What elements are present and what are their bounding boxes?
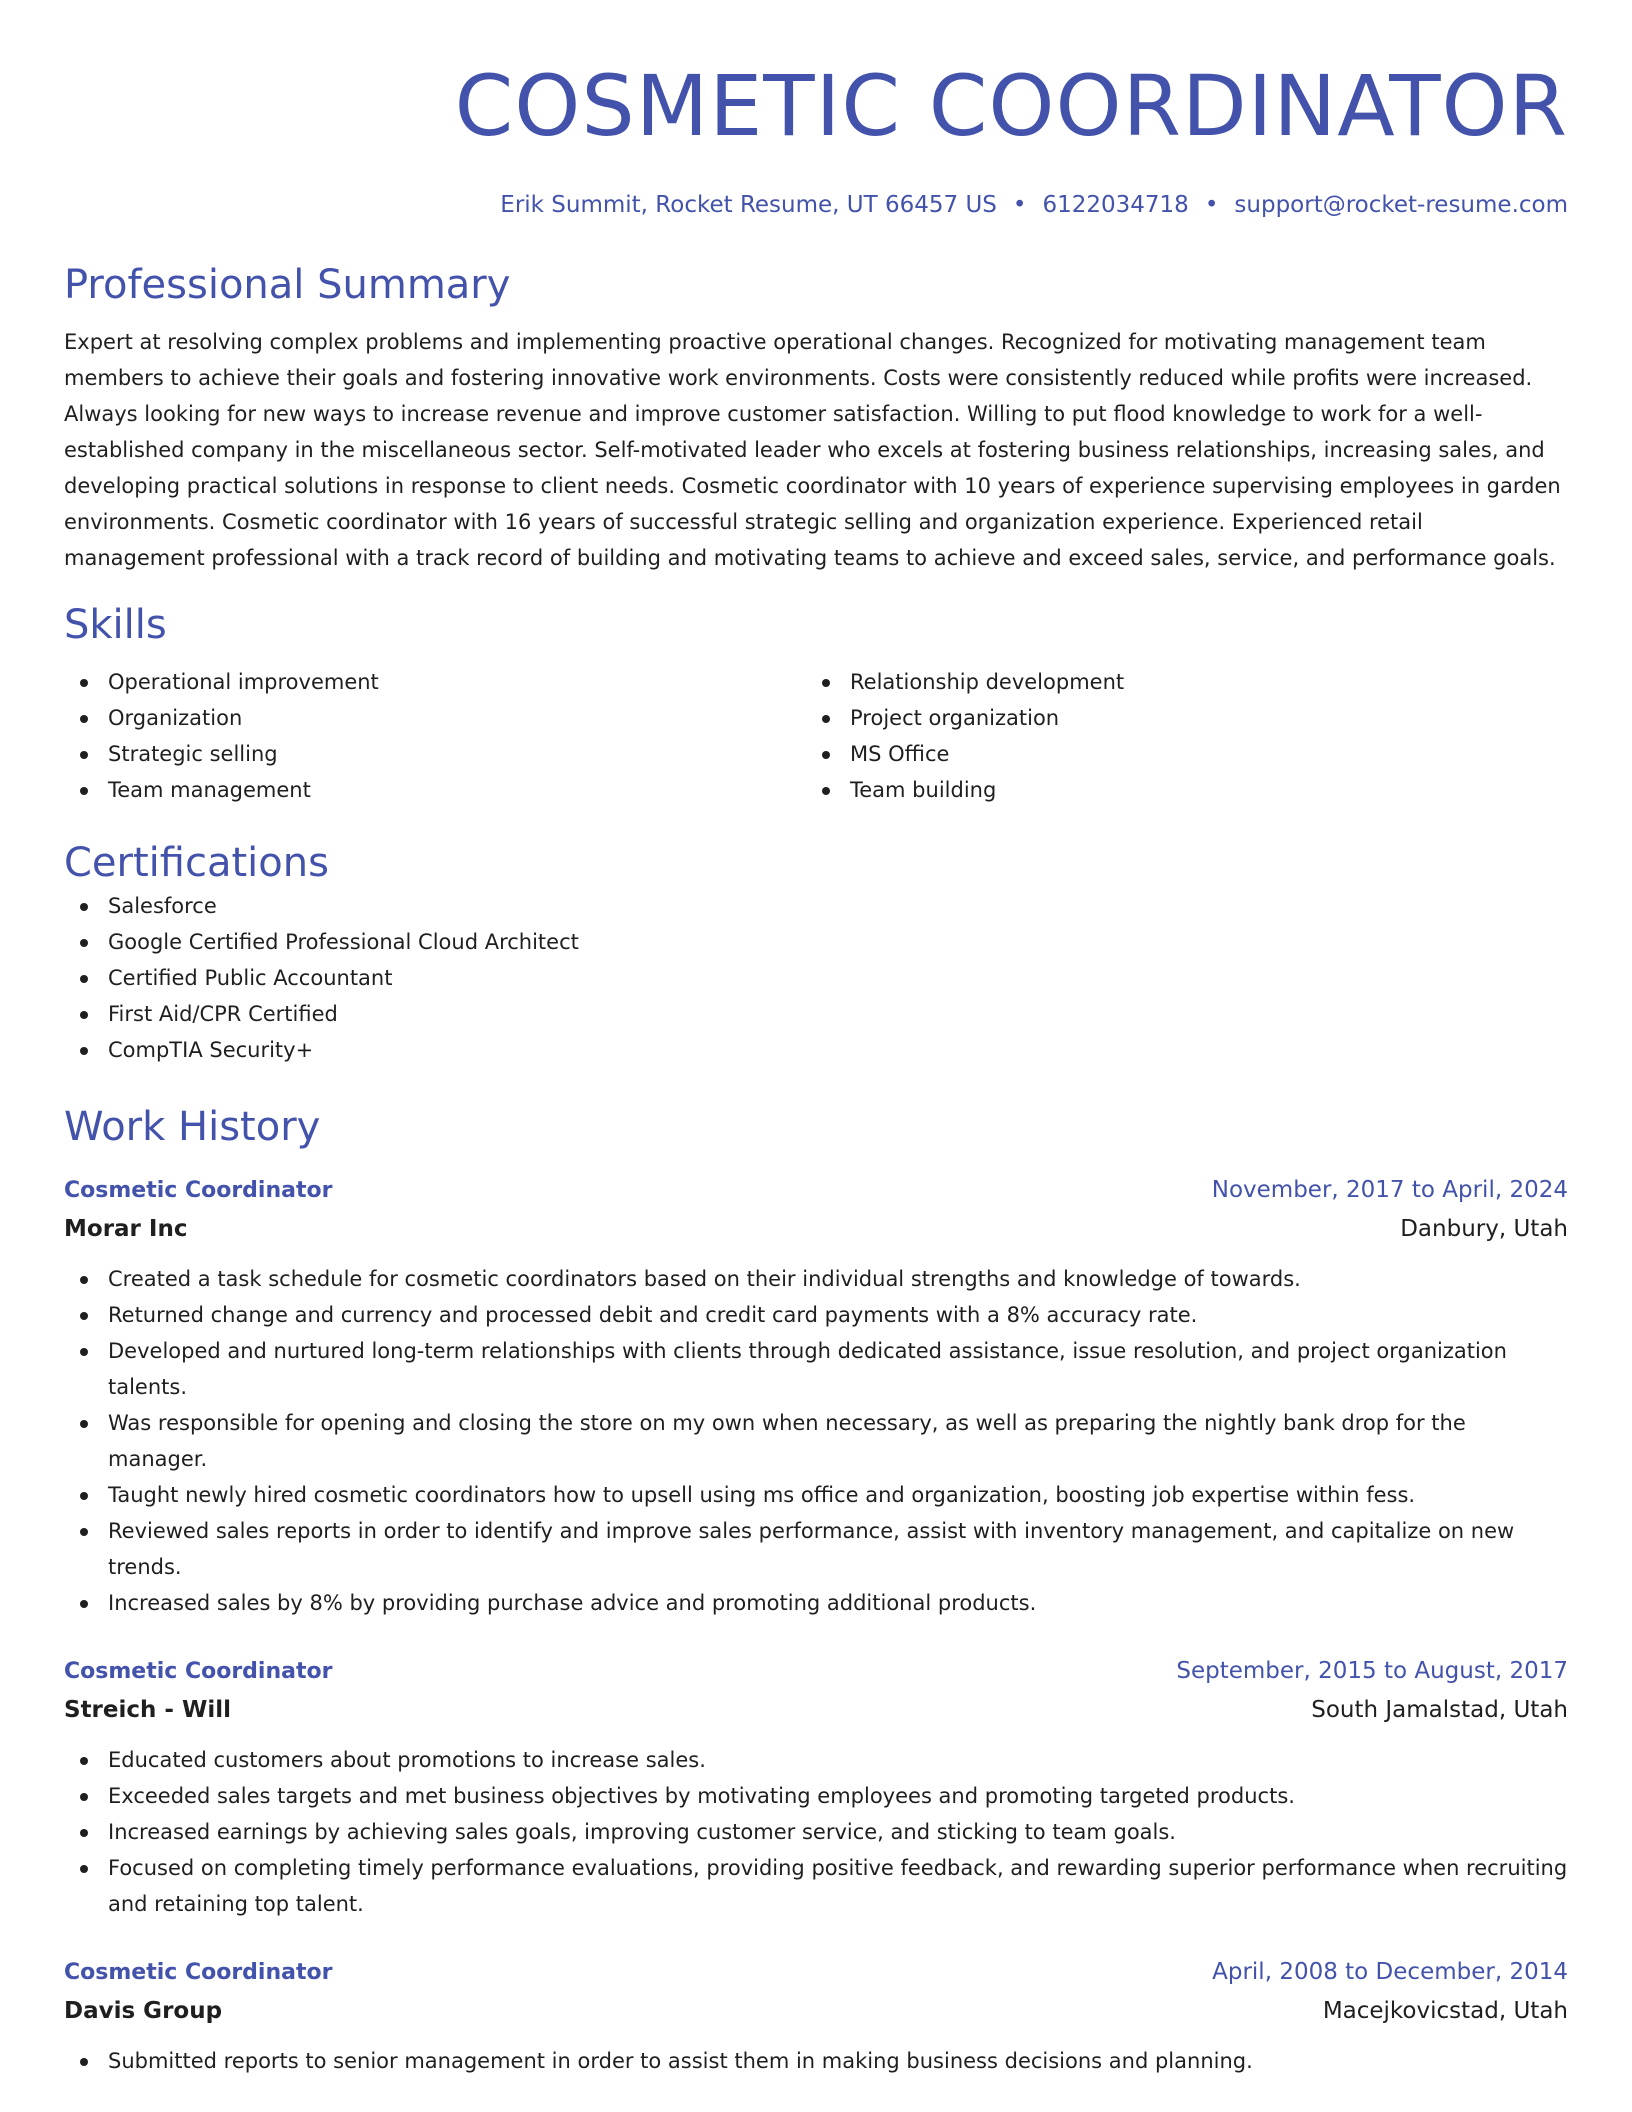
contact-separator: • — [1012, 192, 1027, 218]
certification-item: First Aid/CPR Certified — [64, 996, 1568, 1032]
job-company: Davis Group — [64, 1998, 223, 2024]
job-location: Danbury, Utah — [1400, 1216, 1568, 1242]
job-subheader — [64, 1991, 1568, 2031]
skills-column-right — [806, 664, 1548, 808]
job-title: Cosmetic Coordinator — [64, 1659, 333, 1684]
certification-item: Google Certified Professional Cloud Architect — [64, 924, 1568, 960]
job-duty: Reviewed sales reports in order to identify and improve sales performance, assist with inventory management, and capitalize on new trends. — [64, 1513, 1568, 1585]
job-duty: Focused on completing timely performance evaluations, providing positive feedback, and rewarding superior performance when recruiting and retaining top talent. — [64, 1850, 1568, 1922]
job-company: Streich - Will — [64, 1697, 231, 1723]
work-history-heading: Work History — [64, 1104, 321, 1150]
job-dates: April, 2008 to December, 2014 — [1212, 1959, 1568, 1985]
job-entry — [64, 1172, 1568, 1621]
job-duty: Taught newly hired cosmetic coordinators how to upsell using ms office and organization, boosting job expertise within fess. — [64, 1477, 1568, 1513]
skills-heading: Skills — [64, 602, 167, 648]
certifications-list — [64, 888, 1568, 1068]
contact-phone[interactable]: 6122034718 — [1042, 192, 1189, 218]
skill-item: MS Office — [806, 736, 1548, 772]
job-location: Macejkovicstad, Utah — [1322, 1998, 1568, 2024]
contact-email[interactable]: support@rocket-resume.com — [1234, 192, 1568, 218]
summary-section — [64, 260, 1568, 576]
work-history-section — [64, 1102, 1568, 2079]
job-duty: Increased earnings by achieving sales goals, improving customer service, and sticking to team goals. — [64, 1814, 1568, 1850]
skills-grid — [64, 664, 1568, 808]
certification-item: Certified Public Accountant — [64, 960, 1568, 996]
job-duties-list — [64, 2043, 1568, 2079]
job-subheader — [64, 1690, 1568, 1730]
certifications-heading: Certifications — [64, 840, 329, 886]
job-duty: Developed and nurtured long-term relationships with clients through dedicated assistance, issue resolution, and project organization talents. — [64, 1333, 1568, 1405]
skill-item: Project organization — [806, 700, 1548, 736]
skills-column-left — [64, 664, 806, 808]
job-duty: Returned change and currency and processed debit and credit card payments with a 8% accuracy rate. — [64, 1297, 1568, 1333]
skills-section — [64, 600, 1568, 808]
job-company: Morar Inc — [64, 1216, 188, 1242]
job-header — [64, 1954, 1568, 1991]
skill-item: Strategic selling — [64, 736, 806, 772]
job-title: Cosmetic Coordinator — [64, 1178, 333, 1203]
job-duty: Was responsible for opening and closing the store on my own when necessary, as well as preparing the nightly bank drop for the manager. — [64, 1405, 1568, 1477]
job-duty: Submitted reports to senior management in order to assist them in making business decisions and planning. — [64, 2043, 1568, 2079]
job-dates: September, 2015 to August, 2017 — [1176, 1658, 1568, 1684]
skills-list-left — [64, 664, 806, 808]
job-entry — [64, 1653, 1568, 1922]
job-duties-list — [64, 1742, 1568, 1922]
job-entry — [64, 1954, 1568, 2079]
job-title: Cosmetic Coordinator — [64, 1960, 333, 1985]
skill-item: Relationship development — [806, 664, 1548, 700]
contact-separator: • — [1204, 192, 1219, 218]
skill-item: Team building — [806, 772, 1548, 808]
skills-list-right — [806, 664, 1548, 808]
job-location: South Jamalstad, Utah — [1311, 1697, 1568, 1723]
certifications-section — [64, 838, 1568, 1068]
summary-heading: Professional Summary — [64, 262, 511, 308]
resume-page — [64, 0, 1568, 2079]
certification-item: Salesforce — [64, 888, 1568, 924]
job-duty: Exceeded sales targets and met business objectives by motivating employees and promoting targeted products. — [64, 1778, 1568, 1814]
job-header — [64, 1653, 1568, 1690]
job-duty: Educated customers about promotions to increase sales. — [64, 1742, 1568, 1778]
job-duties-list — [64, 1261, 1568, 1621]
job-duty: Created a task schedule for cosmetic coordinators based on their individual strengths and knowledge of towards. — [64, 1261, 1568, 1297]
resume-title: COSMETIC COORDINATOR — [454, 57, 1568, 155]
contact-address: Erik Summit, Rocket Resume, UT 66457 US — [500, 192, 997, 218]
certification-item: CompTIA Security+ — [64, 1032, 1568, 1068]
job-subheader — [64, 1209, 1568, 1249]
job-duty: Increased sales by 8% by providing purchase advice and promoting additional products. — [64, 1585, 1568, 1621]
skill-item: Team management — [64, 772, 806, 808]
summary-text: Expert at resolving complex problems and implementing proactive operational changes. Recognized for motivating management team members to achieve their goals and fostering innovative work environments. Costs were consistently reduced while profits were increased. Always looking for new ways to increase revenue and improve customer satisfaction. Willing to put flood knowledge to work for a well-established company in the miscellaneous sector. Self-motivated leader who excels at fostering business relationships, increasing sales, and developing practical solutions in response to client needs. Cosmetic coordinator with 10 years of experience supervising employees in garden environments. Cosmetic coordinator with 16 years of successful strategic selling and organization experience. Experienced retail management professional with a track record of building and motivating teams to achieve and exceed sales, service, and performance goals. — [64, 330, 1561, 570]
contact-line — [64, 190, 1568, 220]
skill-item: Organization — [64, 700, 806, 736]
job-header — [64, 1172, 1568, 1209]
skill-item: Operational improvement — [64, 664, 806, 700]
job-dates: November, 2017 to April, 2024 — [1211, 1177, 1568, 1203]
